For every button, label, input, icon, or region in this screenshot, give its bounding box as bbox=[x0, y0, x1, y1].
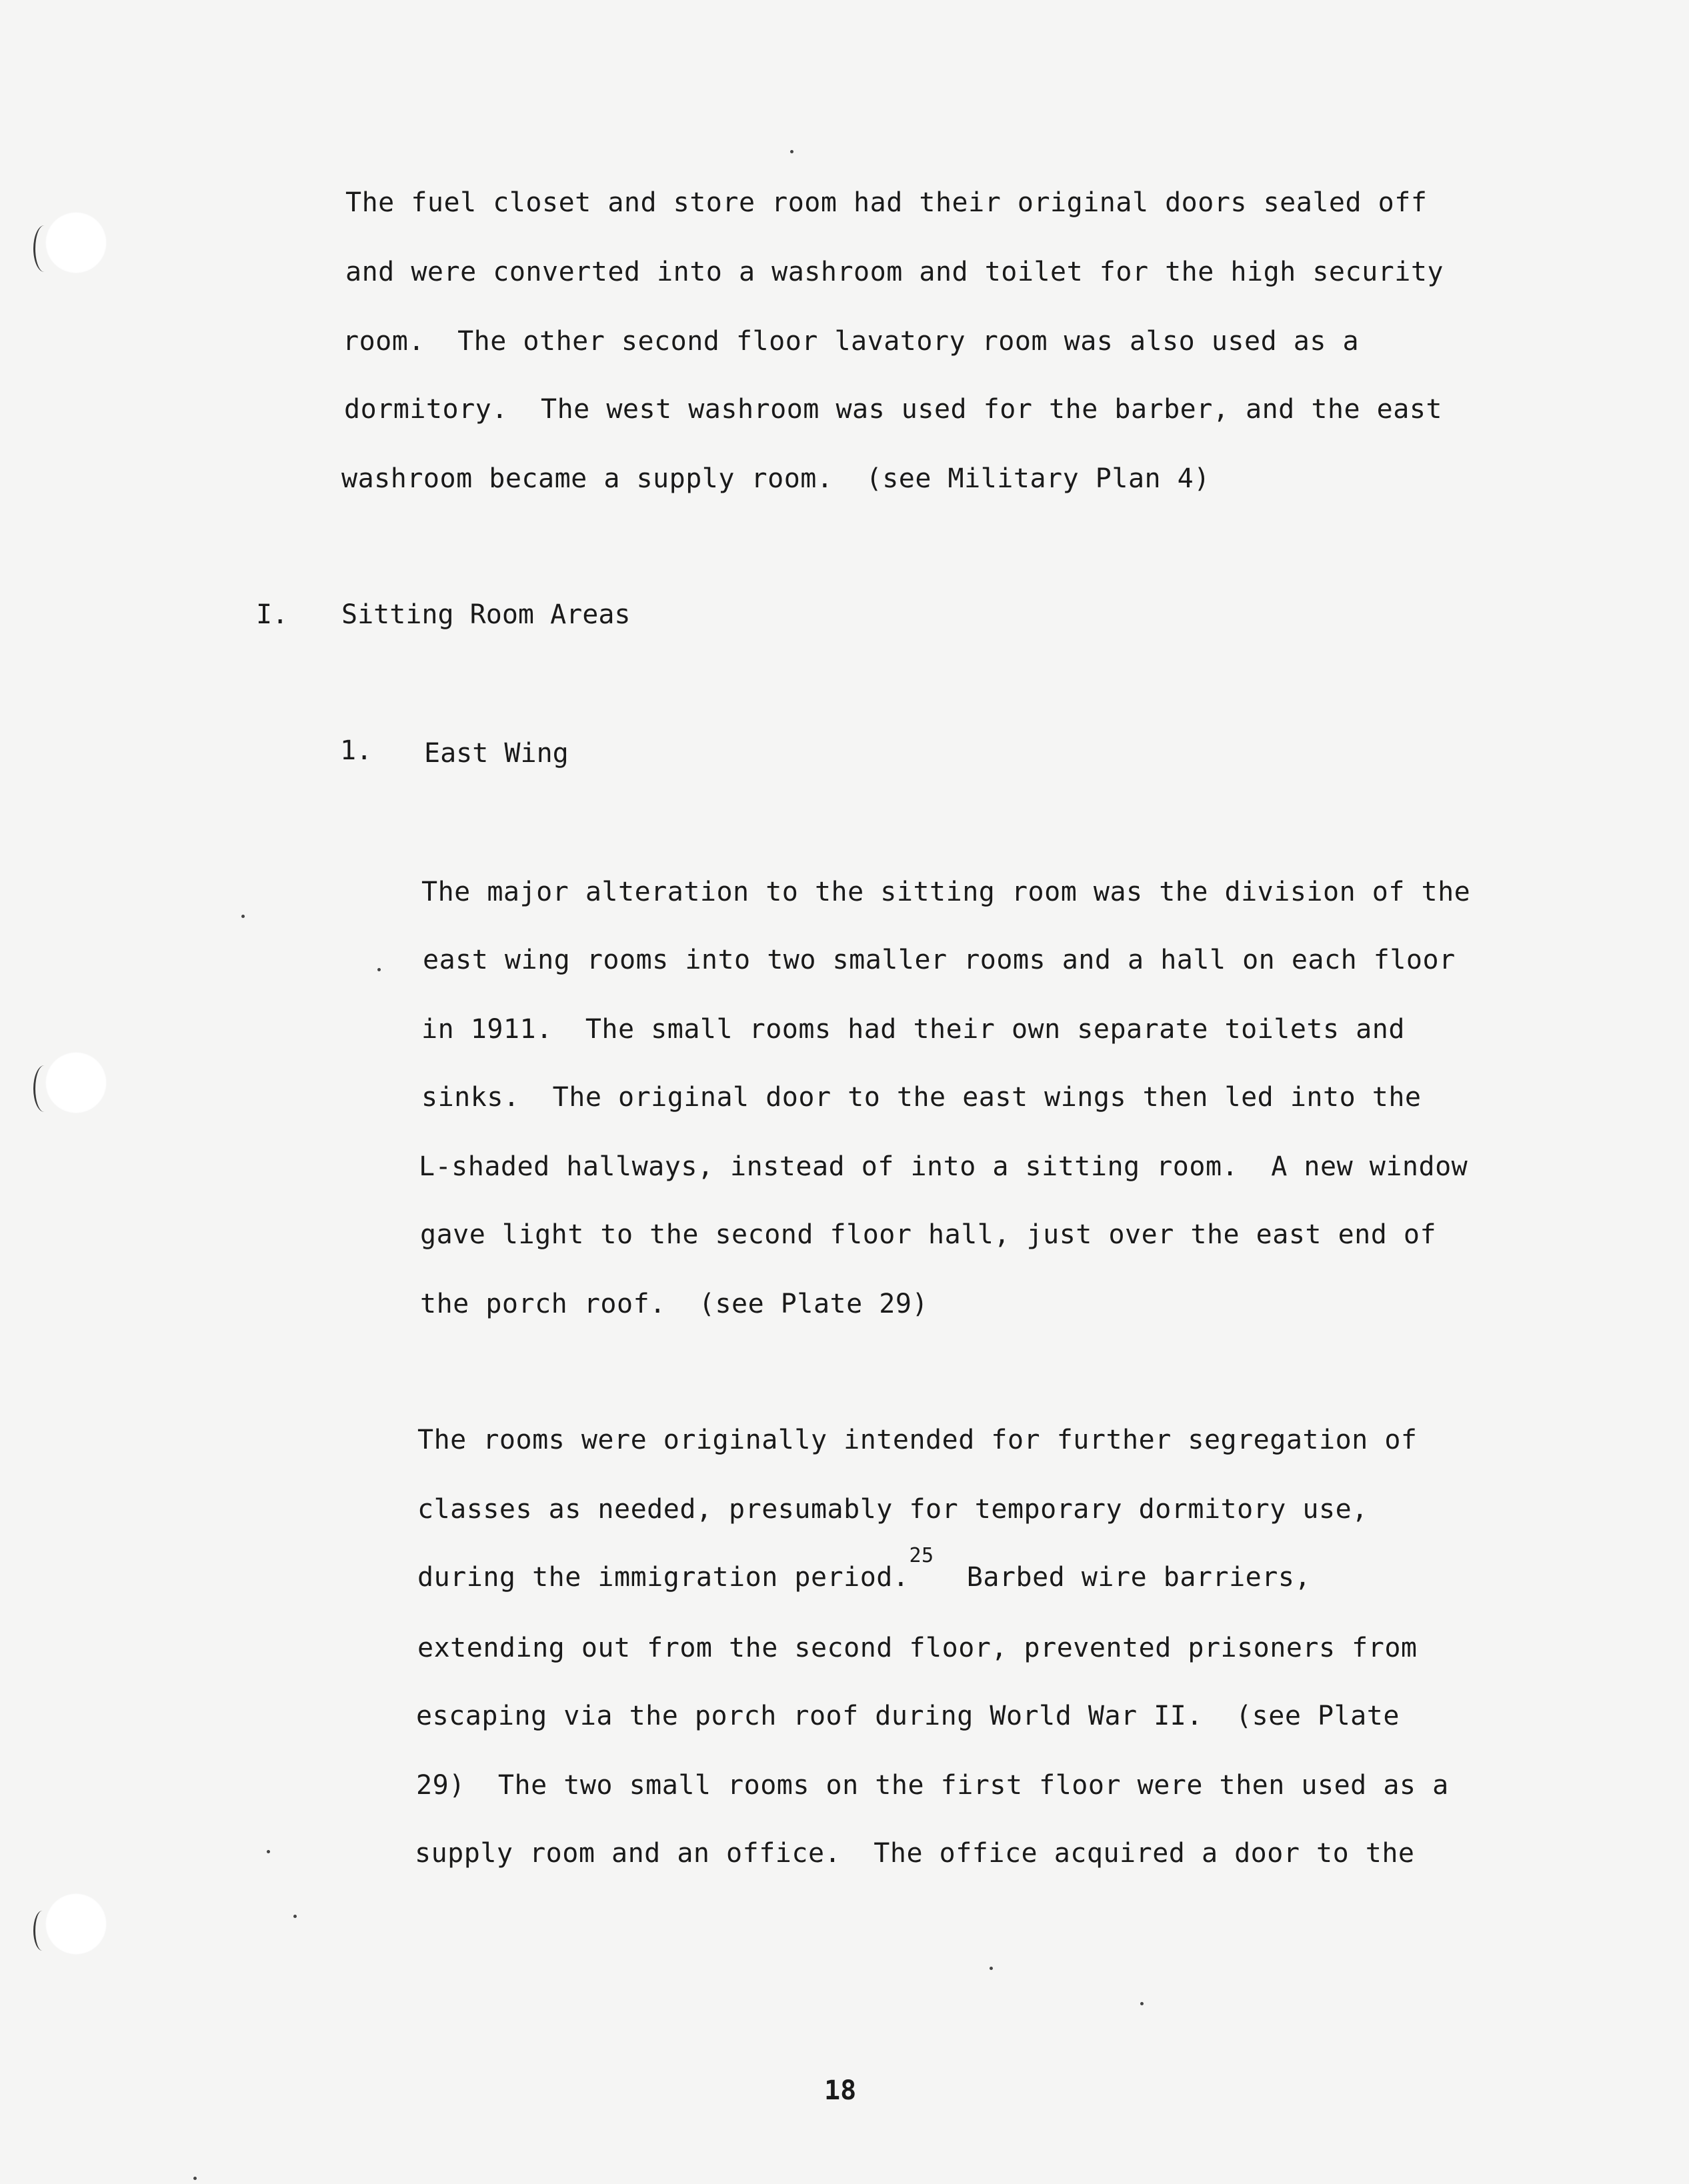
paper-speck bbox=[267, 1850, 270, 1853]
paragraph-3-line: classes as needed, presumably for temporary dormitory use, bbox=[417, 1494, 1368, 1525]
punch-hole-bottom bbox=[45, 1893, 107, 1955]
paragraph-3-line: The rooms were originally intended for further segregation of bbox=[417, 1425, 1418, 1455]
paragraph-1-line: dormitory. The west washroom was used for the barber, and the east bbox=[344, 394, 1442, 425]
paper-speck bbox=[241, 915, 245, 918]
paragraph-2-line: L-shaded hallways, instead of into a sitting room. A new window bbox=[419, 1151, 1468, 1182]
footnote-reference[interactable]: 25 bbox=[909, 1543, 934, 1567]
subsection-heading: East Wing bbox=[424, 738, 569, 769]
punch-hole-bottom-edge bbox=[33, 1911, 51, 1951]
paragraph-2-line: gave light to the second floor hall, just over the east end of bbox=[420, 1219, 1437, 1250]
paragraph-1-line: room. The other second floor lavatory room was also used as a bbox=[343, 326, 1360, 357]
paragraph-3-line: escaping via the porch roof during World War II. (see Plate bbox=[416, 1701, 1400, 1731]
paragraph-2-line: sinks. The original door to the east wings then led into the bbox=[421, 1082, 1422, 1113]
paper-speck bbox=[990, 1967, 993, 1970]
paragraph-3-line: extending out from the second floor, prevented prisoners from bbox=[417, 1633, 1418, 1663]
punch-hole-top-edge bbox=[33, 225, 55, 272]
page-number: 18 bbox=[824, 2075, 857, 2106]
paragraph-1-line: and were converted into a washroom and toilet for the high security bbox=[345, 257, 1444, 287]
section-heading: Sitting Room Areas bbox=[341, 599, 631, 630]
paragraph-3-text: Barbed wire barriers, bbox=[934, 1562, 1311, 1593]
paragraph-3-line: supply room and an office. The office acquired a door to the bbox=[415, 1838, 1415, 1869]
paragraph-3-line bbox=[417, 1543, 1311, 1595]
subsection-marker: 1. bbox=[340, 735, 373, 766]
paper-speck bbox=[1140, 2002, 1144, 2005]
paper-speck bbox=[193, 2177, 197, 2180]
paragraph-3-line: 29) The two small rooms on the first floor were then used as a bbox=[416, 1770, 1449, 1801]
paragraph-1-line: The fuel closet and store room had their original doors sealed off bbox=[345, 187, 1428, 218]
paragraph-2-line: east wing rooms into two smaller rooms and a hall on each floor bbox=[423, 945, 1456, 975]
section-marker: I. bbox=[256, 599, 289, 630]
paper-speck bbox=[377, 968, 381, 971]
paragraph-2-line: in 1911. The small rooms had their own separate toilets and bbox=[421, 1014, 1405, 1045]
paper-speck bbox=[790, 150, 793, 153]
paper-speck bbox=[293, 1915, 297, 1918]
paragraph-3-text: during the immigration period. bbox=[417, 1562, 910, 1593]
punch-hole-middle-edge bbox=[33, 1065, 55, 1112]
paragraph-2-line: the porch roof. (see Plate 29) bbox=[420, 1289, 929, 1319]
paragraph-1-line: washroom became a supply room. (see Military Plan 4) bbox=[341, 463, 1210, 494]
paragraph-2-line: The major alteration to the sitting room was the division of the bbox=[421, 877, 1471, 907]
